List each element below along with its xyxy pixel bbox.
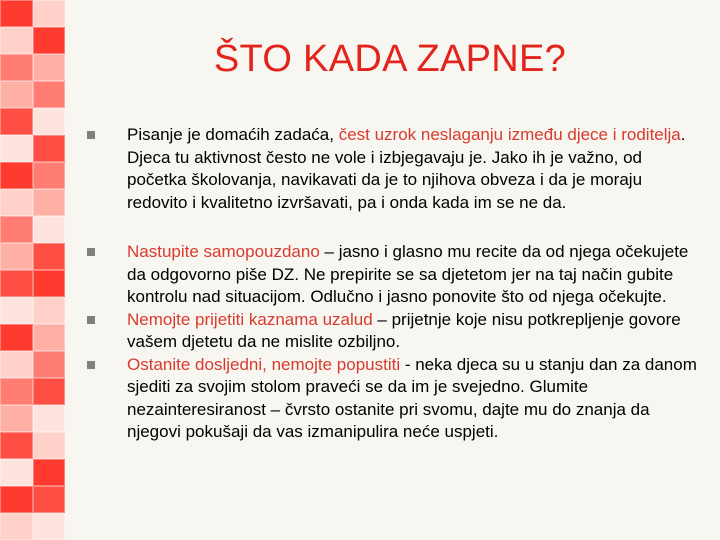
bullet-text-2b: – jasno i glasno mu recite da od njega očekujete da odgovorno piše DZ. Ne prepirite se sa djetetom jer na taj način gubite kontrolu nad situacijom. Odlučno i jasno ponovite što od njega očekujte. — [127, 242, 689, 306]
checker-square — [0, 27, 33, 54]
checker-square — [33, 405, 65, 432]
checker-square — [33, 270, 65, 297]
checker-square — [33, 162, 65, 189]
checker-square — [33, 513, 65, 540]
checker-square — [0, 351, 33, 378]
checker-square — [33, 54, 65, 81]
checker-square — [0, 243, 33, 270]
checker-square — [0, 189, 33, 216]
checker-square — [33, 189, 65, 216]
bullet-text-1a: Pisanje je domaćih zadaća, — [127, 125, 339, 144]
checker-square — [33, 378, 65, 405]
bullet-text-1b: čest uzrok neslaganju između djece i roditelja — [338, 125, 681, 144]
bullet-item-4 — [87, 354, 702, 444]
checker-square — [0, 432, 33, 459]
square-bullet-icon — [87, 131, 95, 139]
bullet-text-1c: . Djeca tu aktivnost često ne vole i izbjegavaju je. Jako ih je važno, od početka školovanja, navikavati da je to njihova obveza i da je moraju redovito i kvalitetno izvršavati, pa i onda kada im se ne da. — [127, 125, 686, 212]
checker-square — [33, 108, 65, 135]
checker-square — [0, 135, 33, 162]
checker-square — [33, 324, 65, 351]
bullet-text-3a: Nemojte prijetiti kaznama uzalud — [127, 309, 373, 329]
checker-square — [33, 0, 65, 27]
bullet-list — [87, 124, 702, 444]
checker-square — [0, 54, 33, 81]
bullet-text-4a: Ostanite dosljedni, nemojte popustiti — [127, 354, 401, 374]
checker-square — [33, 81, 65, 108]
checker-square — [0, 297, 33, 324]
slide-title: ŠTO KADA ZAPNE? — [213, 38, 567, 80]
checker-square — [0, 378, 33, 405]
checker-square — [33, 432, 65, 459]
checker-square — [0, 486, 33, 513]
square-bullet-icon — [87, 316, 95, 324]
bullet-text-3b: – prijetnje koje nisu potkrepljenje govore vašem djetetu da ne mislite ozbiljno. — [127, 309, 681, 351]
checker-square — [0, 405, 33, 432]
checker-square — [33, 27, 65, 54]
checker-square — [33, 486, 65, 513]
checker-square — [0, 0, 33, 27]
checker-square — [0, 216, 33, 243]
bullet-item-2 — [87, 241, 702, 309]
decorative-checker-strip — [0, 0, 65, 540]
checker-square — [0, 459, 33, 486]
square-bullet-icon — [87, 248, 95, 256]
checker-square — [0, 81, 33, 108]
checker-square — [33, 135, 65, 162]
bullet-item-3 — [87, 309, 702, 354]
checker-square — [0, 324, 33, 351]
bullet-item-1 — [87, 124, 702, 214]
checker-square — [0, 270, 33, 297]
checker-square — [0, 513, 33, 540]
bullet-text-4b: - neka djeca su u stanju dan za danom sjediti za svojim stolom praveći se da im je svejedno. Glumite nezainteresiranost – čvrsto ostanite pri svomu, dajte mu do znanja da njegovi pokušaji da vas izmanipulira neće uspjeti. — [127, 354, 697, 441]
checker-square — [33, 297, 65, 324]
checker-square — [33, 459, 65, 486]
bullet-text-2a: Nastupite samopouzdano — [127, 242, 320, 261]
checker-square — [33, 243, 65, 270]
checker-square — [33, 351, 65, 378]
checker-square — [0, 108, 33, 135]
square-bullet-icon — [87, 361, 95, 369]
checker-square — [0, 162, 33, 189]
checker-square — [33, 216, 65, 243]
